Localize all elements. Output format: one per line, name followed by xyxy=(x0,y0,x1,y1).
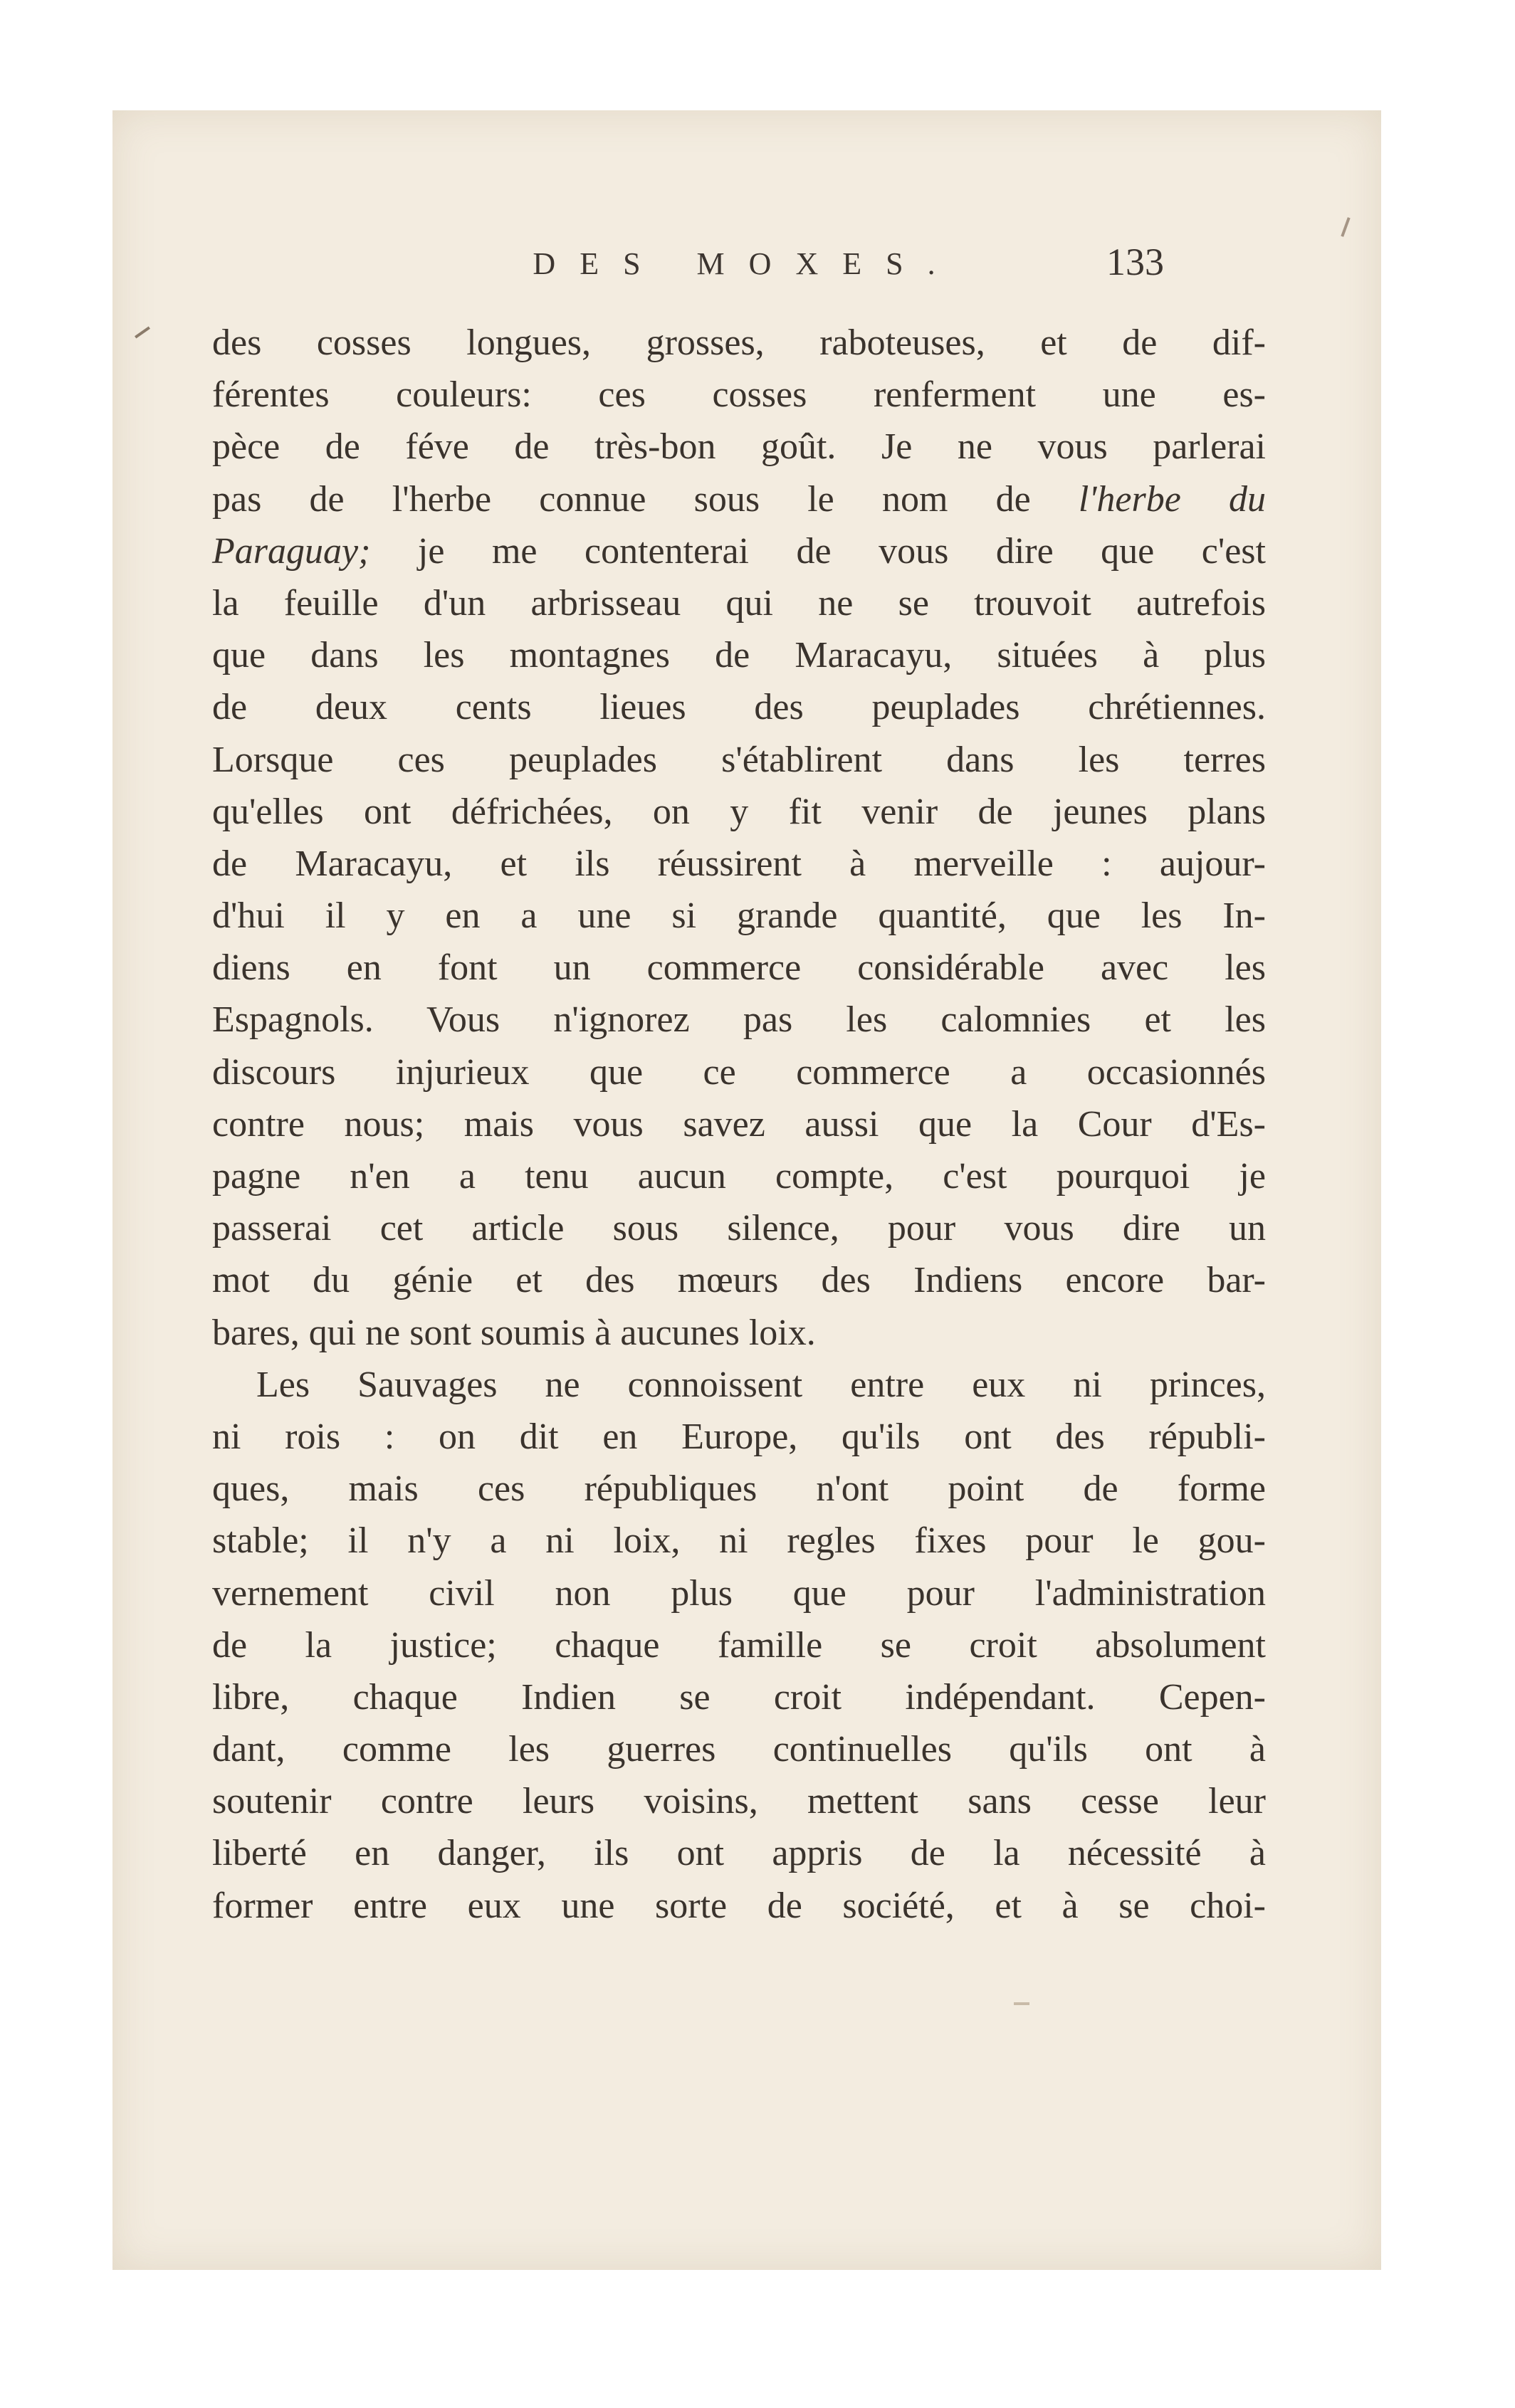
text-line: pèce de féve de très-bon goût. Je ne vous parlerai xyxy=(212,426,1266,468)
text-line: discours injurieux que ce commerce a occasionnés xyxy=(212,1051,1266,1093)
text-line: libre, chaque Indien se croit indépendant. Cepen- xyxy=(212,1676,1266,1718)
italic-term: Paraguay; xyxy=(212,530,371,572)
text-line xyxy=(212,525,1266,577)
text-line: passerai cet article sous silence, pour vous dire un xyxy=(212,1208,1266,1249)
text-line: que dans les montagnes de Maracayu, situées à plus xyxy=(212,635,1266,676)
text-line: pagne n'en a tenu aucun compte, c'est pourquoi je xyxy=(212,1156,1266,1197)
text-line: qu'elles ont défrichées, on y fit venir de jeunes plans xyxy=(212,791,1266,832)
text-line xyxy=(212,473,1266,525)
text-line: férentes couleurs: ces cosses renferment une es- xyxy=(212,374,1266,416)
text-line: stable; il n'y a ni loix, ni regles fixes pour le gou- xyxy=(212,1520,1266,1562)
text-line: la feuille d'un arbrisseau qui ne se trouvoit autrefois xyxy=(212,582,1266,624)
body-text xyxy=(212,317,1266,1932)
text-line: de deux cents lieues des peuplades chrétiennes. xyxy=(212,687,1266,728)
text-line: mot du génie et des mœurs des Indiens encore bar- xyxy=(212,1260,1266,1301)
page-mark xyxy=(1014,2002,1029,2005)
text-line: d'hui il y en a une si grande quantité, que les In- xyxy=(212,895,1266,937)
book-page xyxy=(112,110,1381,2270)
text-line: des cosses longues, grosses, raboteuses, et de dif- xyxy=(212,322,1266,363)
text-line: Espagnols. Vous n'ignorez pas les calomnies et les xyxy=(212,999,1266,1041)
margin-annotation-mark xyxy=(135,326,150,338)
text-segment: je me contenterai de vous dire que c'est xyxy=(417,530,1266,572)
text-line: liberté en danger, ils ont appris de la nécessité à xyxy=(212,1833,1266,1874)
text-line: Lorsque ces peuplades s'établirent dans les terres xyxy=(212,739,1266,780)
running-title: DES MOXES. xyxy=(533,246,960,281)
text-line: vernement civil non plus que pour l'administration xyxy=(212,1572,1266,1614)
text-line: de Maracayu, et ils réussirent à merveille : aujour- xyxy=(212,843,1266,884)
paragraph-start-line: Les Sauvages ne connoissent entre eux ni princes, xyxy=(256,1364,1266,1405)
text-line: diens en font un commerce considérable avec les xyxy=(212,947,1266,989)
italic-term: l'herbe du xyxy=(1078,478,1266,520)
page-mark xyxy=(1341,217,1350,237)
text-segment: pas de l'herbe connue sous le nom de xyxy=(212,478,1031,520)
text-line: ques, mais ces républiques n'ont point de forme xyxy=(212,1468,1266,1510)
text-line: de la justice; chaque famille se croit absolument xyxy=(212,1624,1266,1666)
text-line: ni rois : on dit en Europe, qu'ils ont des républi- xyxy=(212,1416,1266,1457)
page-header xyxy=(112,241,1381,303)
page-number: 133 xyxy=(1106,241,1164,283)
text-line: dant, comme les guerres continuelles qu'ils ont à xyxy=(212,1729,1266,1770)
text-line: contre nous; mais vous savez aussi que la Cour d'Es- xyxy=(212,1103,1266,1145)
text-line: former entre eux une sorte de société, et à se choi- xyxy=(212,1885,1266,1926)
text-line: soutenir contre leurs voisins, mettent sans cesse leur xyxy=(212,1781,1266,1822)
text-line: bares, qui ne sont soumis à aucunes loix. xyxy=(212,1312,816,1353)
